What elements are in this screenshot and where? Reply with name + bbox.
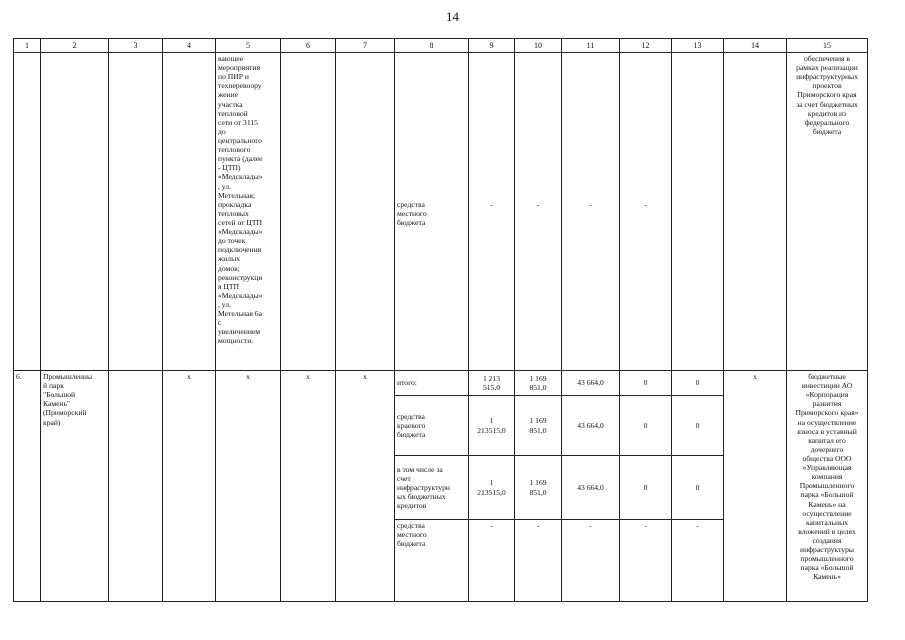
header-cell: 4 [163, 39, 216, 53]
cell-value: 1 213515,0 [469, 396, 515, 456]
cell-x-mark: x [163, 371, 216, 602]
cell-object-name: Промышленны й парк "Большой Камень" (Приморский край) [41, 371, 109, 602]
cell-value: - [620, 199, 672, 371]
table-row [14, 371, 868, 396]
table-row [14, 53, 868, 199]
header-cell: 3 [109, 39, 163, 53]
cell-value: 43 664,0 [562, 396, 620, 456]
header-cell: 13 [672, 39, 724, 53]
cell-value: - [672, 520, 724, 602]
cell-value: 1 169 851,0 [515, 396, 562, 456]
header-cell: 7 [336, 39, 395, 53]
cell-value: - [562, 199, 620, 371]
header-cell: 11 [562, 39, 620, 53]
cell-value: 0 [620, 371, 672, 396]
cell-value: 0 [672, 396, 724, 456]
cell-value: 0 [620, 456, 672, 520]
cell-x-mark: x [336, 371, 395, 602]
cell-value: 0 [672, 371, 724, 396]
cell-funding-source: в том числе за счет инфраструктурн ых бюджетных кредитов [395, 456, 469, 520]
cell-value: 43 664,0 [562, 456, 620, 520]
cell-value: 1 213515,0 [469, 456, 515, 520]
cell-value: - [469, 199, 515, 371]
cell-row-number: 6. [14, 371, 41, 602]
cell-funding-source: средства местного бюджета [395, 199, 469, 371]
cell-value: 1 169 851,0 [515, 456, 562, 520]
cell-value: 1 213 515,0 [469, 371, 515, 396]
header-row [14, 39, 868, 53]
cell-purpose: бюджетные инвестиции АО «Корпорация развития Приморского края» на осуществление взноса в уставный капитал его дочернего общества ООО «Управляющая компания Промышленного парка «Большой Камень» на осуществление капитальных вложений в целях создания инфраструктуры промышленного парка «Большой Камень» [787, 371, 868, 602]
cell-value: 0 [620, 396, 672, 456]
cell-value: - [620, 520, 672, 602]
header-cell: 15 [787, 39, 868, 53]
header-cell: 1 [14, 39, 41, 53]
budget-table [13, 38, 868, 602]
header-cell: 9 [469, 39, 515, 53]
header-cell: 6 [281, 39, 336, 53]
cell-value: 0 [672, 456, 724, 520]
cell-purpose-continuation: обеспечения в рамках реализации инфраструктурных проектов Приморского края за счет бюджетных кредитов из федерального бюджета [787, 53, 868, 371]
cell-x-mark: x [724, 371, 787, 602]
cell-funding-source: итого: [395, 371, 469, 396]
cell-x-mark: x [216, 371, 281, 602]
header-cell: 12 [620, 39, 672, 53]
cell-x-mark: x [281, 371, 336, 602]
header-cell: 10 [515, 39, 562, 53]
cell-value: - [469, 520, 515, 602]
page-number: 14 [446, 9, 459, 24]
header-cell: 5 [216, 39, 281, 53]
header-cell: 8 [395, 39, 469, 53]
cell-funding-source: средства краевого бюджета [395, 396, 469, 456]
header-cell: 2 [41, 39, 109, 53]
cell-value: - [515, 520, 562, 602]
cell-value: - [562, 520, 620, 602]
cell-funding-source: средства местного бюджета [395, 520, 469, 602]
header-cell: 14 [724, 39, 787, 53]
cell-measure-description: вающее мероприятия по ПИР и техперевоору жение участка тепловой сети от 3115 до центрального теплового пункта (далее - ЦТП) «Медсклады» , ул. Метельная; прокладка тепловых сетей от ЦТП «Медсклады» до точек подключения жилых домов; реконструкци я ЦТП «Медсклады» , ул. Метельная 6а с увеличением мощности. [216, 53, 281, 371]
cell-value: 1 169 851,0 [515, 371, 562, 396]
cell-value: - [515, 199, 562, 371]
cell-value: 43 664,0 [562, 371, 620, 396]
